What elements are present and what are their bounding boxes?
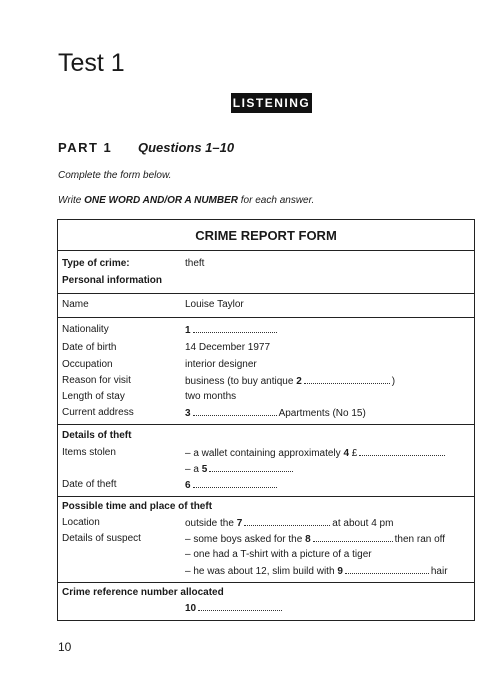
suspect-label: Details of suspect [62, 533, 141, 544]
question-number-2: 2 [296, 376, 302, 387]
part-heading [58, 140, 235, 155]
nationality-answer [185, 324, 279, 336]
possible-heading: Possible time and place of theft [62, 501, 213, 512]
items-line-1 [185, 447, 447, 459]
form-title: CRIME REPORT FORM [58, 220, 474, 251]
currency-symbol: £ [351, 448, 358, 459]
date-theft-answer [185, 479, 279, 491]
section-badge: LISTENING [231, 93, 312, 113]
dob-value: 14 December 1977 [185, 342, 271, 353]
question-number-4: 4 [343, 448, 349, 459]
question-number-3: 3 [185, 408, 191, 419]
instruction-1: Complete the form below. [58, 170, 172, 181]
location-suffix: at about 4 pm [332, 518, 394, 529]
divider [58, 293, 474, 294]
instruction-2-prefix: Write [58, 195, 85, 206]
question-number-6: 6 [185, 480, 191, 491]
personal-info-heading: Personal information [62, 275, 163, 286]
part-label: PART 1 [58, 140, 113, 155]
answer-blank-8[interactable] [313, 533, 393, 542]
nationality-label: Nationality [62, 324, 109, 335]
reason-answer [185, 375, 395, 387]
divider [58, 582, 474, 583]
answer-blank-9[interactable] [345, 565, 429, 574]
items-label: Items stolen [62, 447, 116, 458]
reference-heading: Crime reference number allocated [62, 587, 224, 598]
answer-blank-10[interactable] [198, 602, 282, 611]
dob-label: Date of birth [62, 342, 117, 353]
address-label: Current address [62, 407, 134, 418]
answer-blank-7[interactable] [244, 517, 330, 526]
date-theft-label: Date of theft [62, 479, 117, 490]
suspect-line-1-suffix: then ran off [394, 534, 446, 545]
reason-suffix: ) [391, 376, 396, 387]
question-number-5: 5 [201, 464, 208, 475]
suspect-line-2: – one had a T-shirt with a picture of a tiger [185, 549, 372, 560]
length-label: Length of stay [62, 391, 125, 402]
length-value: two months [185, 391, 237, 402]
instruction-2-suffix: for each answer. [238, 195, 315, 206]
part-questions: Questions 1–10 [138, 140, 235, 155]
theft-heading: Details of theft [62, 430, 132, 441]
question-number-1: 1 [185, 325, 191, 336]
address-suffix: Apartments (No 15) [278, 408, 366, 419]
page-number: 10 [58, 640, 72, 654]
items-line-2-prefix: – a [185, 464, 202, 475]
question-number-10: 10 [185, 603, 197, 614]
answer-blank-4[interactable] [359, 447, 445, 456]
occupation-label: Occupation [62, 359, 113, 370]
reason-label: Reason for visit [62, 375, 131, 386]
type-of-crime-value: theft [185, 258, 205, 269]
type-of-crime-label: Type of crime: [62, 258, 130, 269]
test-title: Test 1 [58, 49, 125, 77]
question-number-9: 9 [337, 566, 343, 577]
answer-blank-3[interactable] [193, 407, 277, 416]
suspect-line-1 [185, 533, 445, 545]
suspect-line-1-prefix: – some boys asked for the [185, 534, 306, 545]
name-value: Louise Taylor [185, 299, 244, 310]
divider [58, 496, 474, 497]
reference-answer [185, 602, 284, 614]
location-prefix: outside the [185, 518, 237, 529]
crime-report-form [57, 219, 475, 621]
items-line-1-prefix: – a wallet containing approximately [185, 448, 344, 459]
instruction-2 [58, 195, 314, 206]
question-number-8: 8 [305, 534, 311, 545]
suspect-line-3-prefix: – he was about 12, slim build with [185, 566, 338, 577]
name-label: Name [62, 299, 89, 310]
answer-blank-2[interactable] [304, 375, 390, 384]
divider [58, 424, 474, 425]
question-number-7: 7 [236, 518, 243, 529]
location-answer [185, 517, 393, 529]
items-line-2 [185, 463, 295, 475]
suspect-line-3-suffix: hair [430, 566, 448, 577]
answer-blank-1[interactable] [193, 324, 277, 333]
answer-blank-6[interactable] [193, 479, 277, 488]
answer-blank-5[interactable] [209, 463, 293, 472]
occupation-value: interior designer [185, 359, 257, 370]
suspect-line-3 [185, 565, 448, 577]
reason-prefix: business (to buy antique [185, 376, 297, 387]
instruction-2-bold: ONE WORD AND/OR A NUMBER [84, 195, 238, 206]
location-label: Location [62, 517, 100, 528]
divider [58, 317, 474, 318]
address-answer [185, 407, 366, 419]
